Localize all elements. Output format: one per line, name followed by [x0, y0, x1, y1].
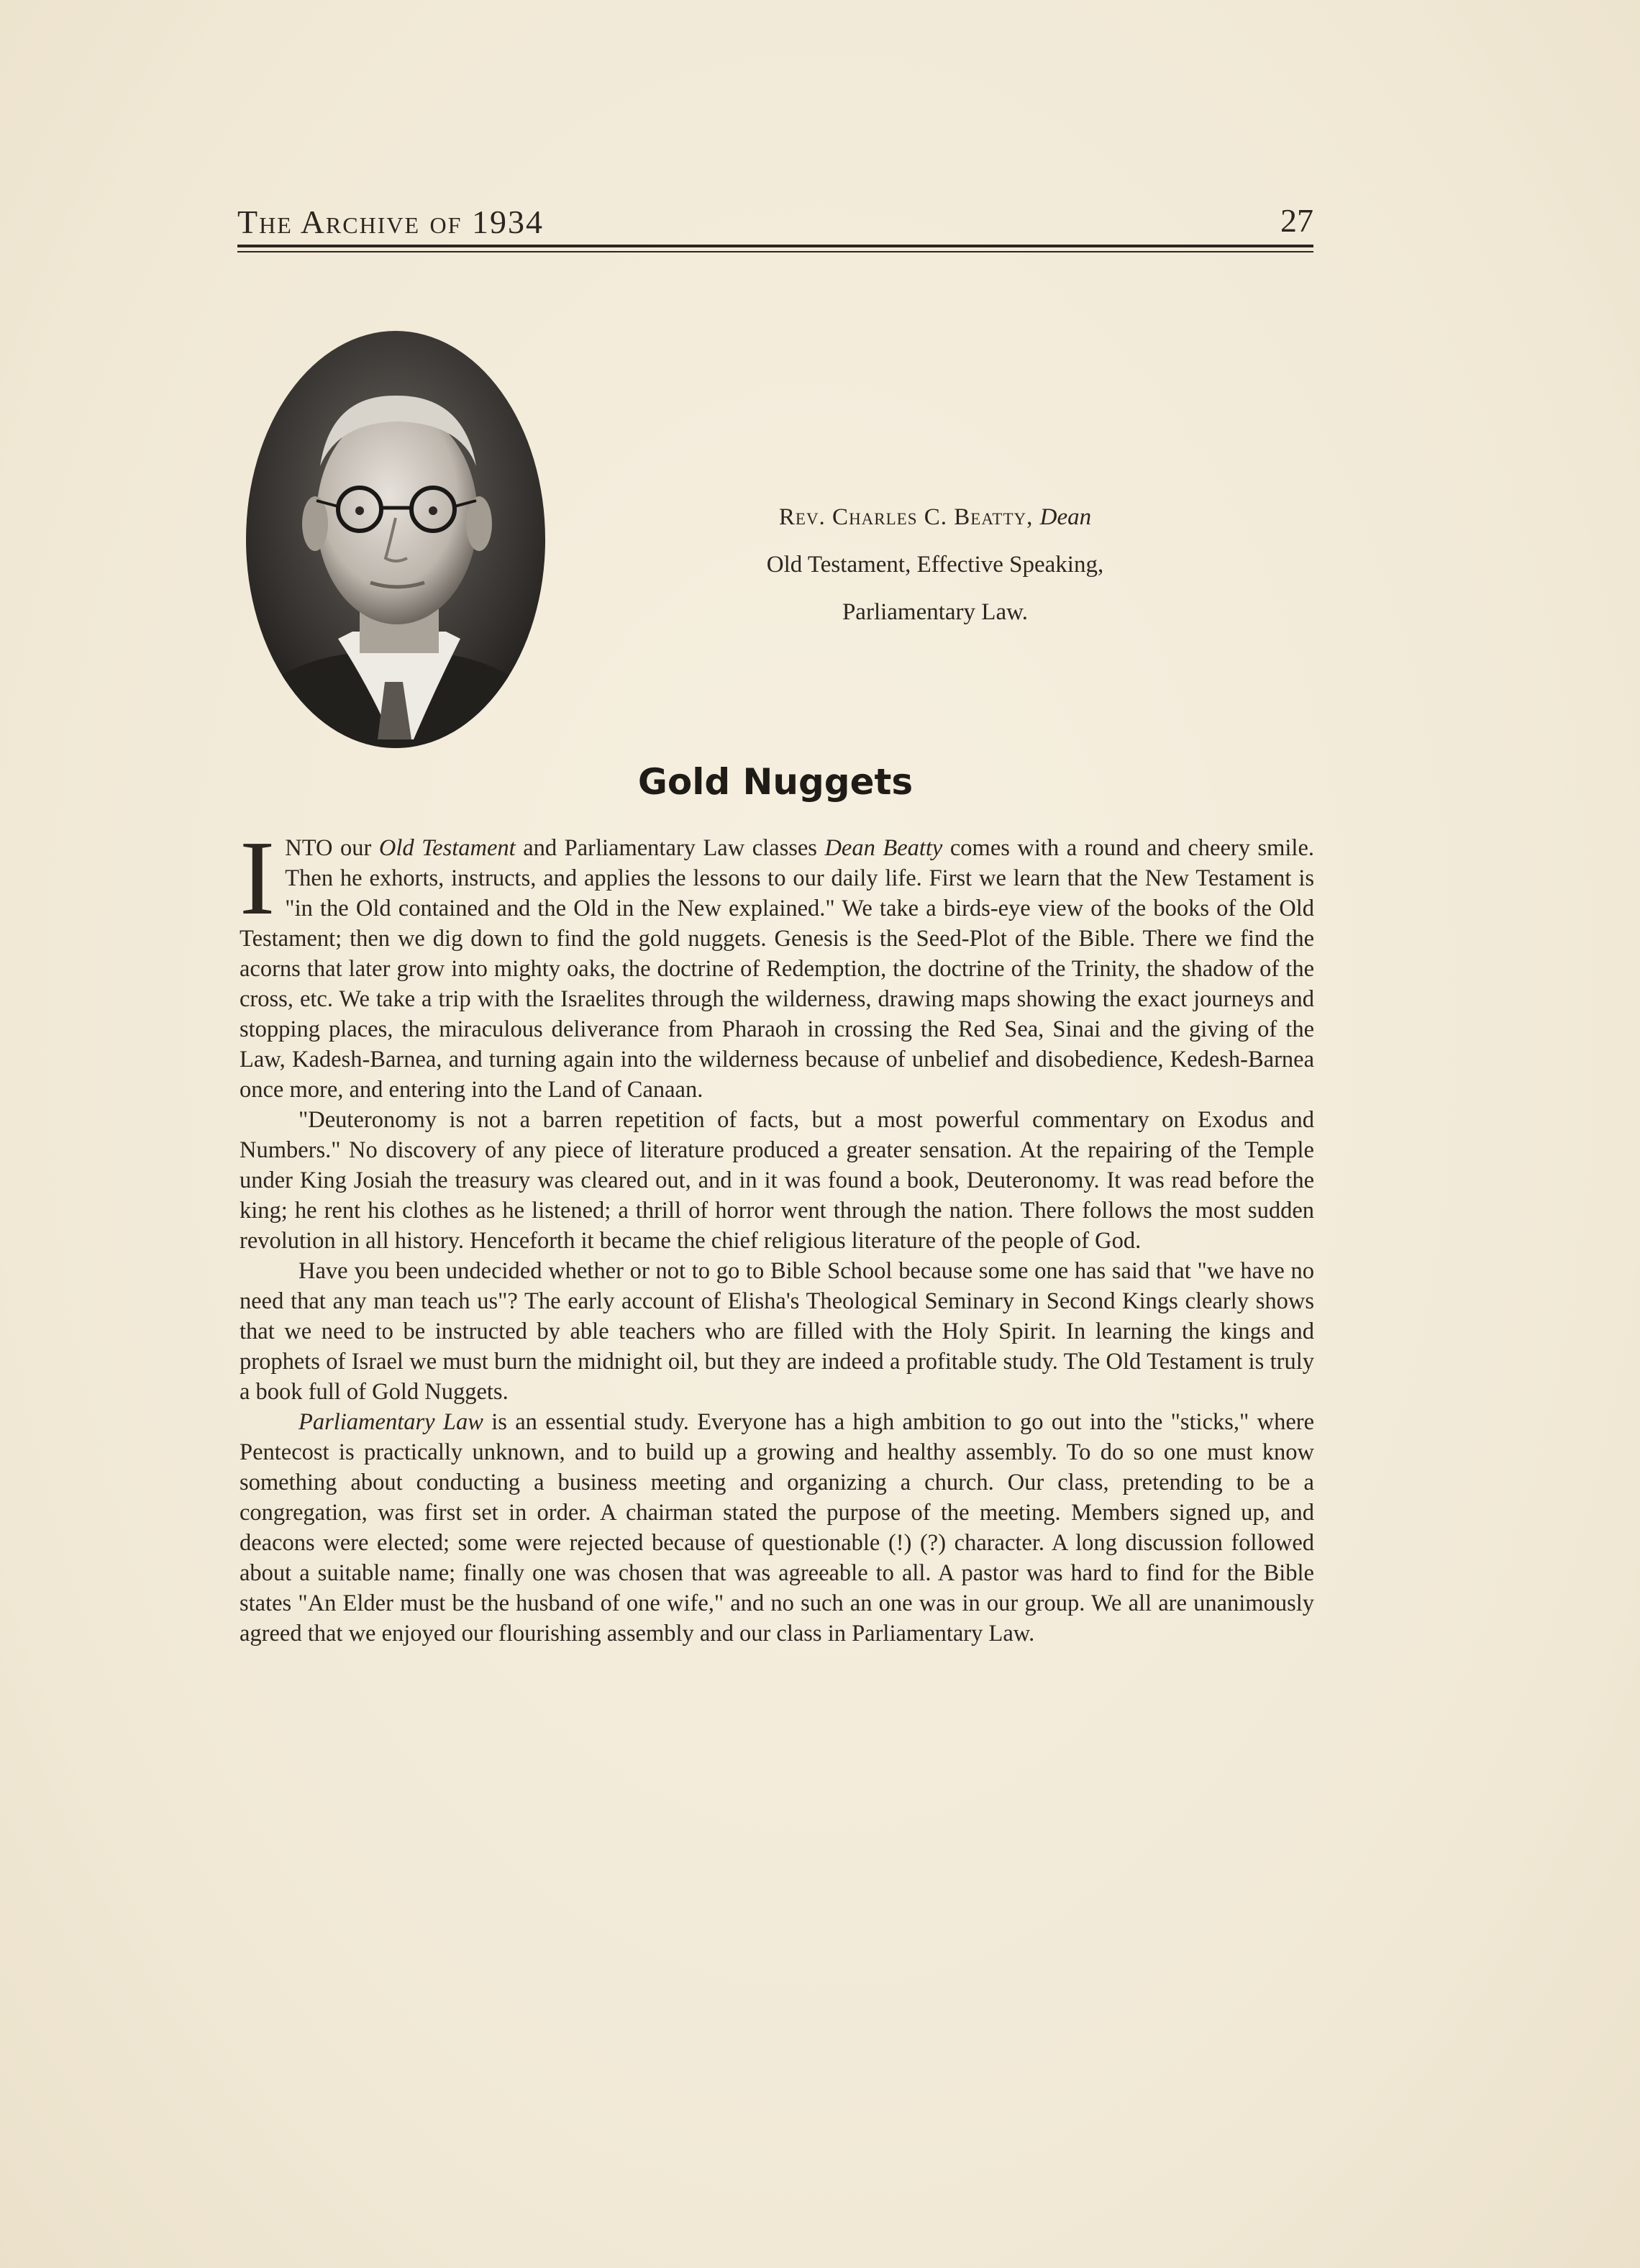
running-header	[237, 203, 1313, 250]
article-headline: Gold Nuggets	[637, 761, 914, 803]
article-body	[240, 819, 1315, 1649]
caption-subjects-line-1: Old Testament, Effective Speaking,	[766, 552, 1104, 578]
p1-text-c: comes with a round and cheery smile. Then he exhorts, instructs, and applies the lessons to our daily life. First we learn that the New Testament is "in the Old contained and the Old in the New explained." We take a birds-eye view of the books of the Old Testament; then we dig down to find the gold nuggets. Genesis is the Seed-Plot of the Bible. There we find the acorns that later grow into mighty oaks, the doctrine of Redemption, the doctrine of the Trinity, the shadow of the cross, etc. We take a trip with the Israelites through the wilderness, drawing maps showing the exact journeys and stopping places, the miraculous deliverance from Pharaoh in crossing the Red Sea, Sinai and the giving of the Law, Kadesh-Barnea, and turning again into the wilderness because of unbelief and disobedience, Kedesh-Barnea once more, and entering into the Land of Canaan.	[240, 835, 1315, 1103]
caption-subjects-line-2: Parliamentary Law.	[842, 599, 1029, 625]
article-paragraph-2: "Deuteronomy is not a barren repetition of facts, but a most powerful commentary on Exodus and Numbers." No discovery of any piece of literature produced a greater sensation. At the repairing of the Temple under King Josiah the treasury was cleared out, and in it was found a book, Deuteronomy. It was read before the king; he rent his clothes as he listened; a thrill of horror went through the nation. There follows the most sudden revolution in all history. Henceforth it became the chief religious literature of the people of God.	[240, 1107, 1314, 1254]
caption-role: Dean	[1039, 504, 1092, 530]
p4-emphasis: Parliamentary Law	[299, 1409, 483, 1435]
portrait-caption	[647, 493, 1223, 636]
p1-text-b: and Parliamentary Law classes	[515, 835, 825, 861]
article-paragraph-1	[240, 819, 1315, 1105]
p1-emphasis-2: Dean Beatty	[824, 835, 943, 861]
p1-text-a: NTO our	[285, 835, 379, 861]
p4-text: is an essential study. Everyone has a high ambition to go out into the "sticks," where Pentecost is practically unknown, and to build up a growing and healthy assembly. To do so one must know something about conducting a business meeting and organizing a church. Our class, pretending to be a congregation, was first set in order. A chairman stated the purpose of the meeting. Members signed up, and deacons were elected; some were rejected because of questionable (!) (?) character. A long discussion followed about a suitable name; finally one was chosen that was agreeable to all. A pastor was hard to find for the Bible states "An Elder must be the husband of one wife," and no such an one was in our group. We all are unanimously agreed that we enjoyed our flourishing assembly and our class in Parliamentary Law.	[240, 1409, 1315, 1647]
running-title: The Archive of 1934	[237, 204, 544, 240]
header-rule-thick	[237, 245, 1313, 247]
article-paragraph-4	[240, 1407, 1314, 1649]
drop-cap: I	[240, 819, 275, 937]
portrait-photo	[245, 329, 547, 750]
p1-emphasis-1: Old Testament	[378, 835, 516, 861]
page-number: 27	[1280, 202, 1313, 239]
caption-name: Rev. Charles C. Beatty,	[778, 504, 1040, 530]
caption-name-line	[647, 493, 1223, 541]
header-rule-thin	[237, 251, 1313, 252]
article-paragraph-3: Have you been undecided whether or not to go to Bible School because some one has said that "we have no need that any man teach us"? The early account of Elisha's Theological Seminary in Second Kings clearly shows that we need to be instructed by able teachers who are filled with the Holy Spirit. In learning the kings and prophets of Israel we must burn the midnight oil, but they are indeed a profitable study. The Old Testament is truly a book full of Gold Nuggets.	[240, 1258, 1314, 1405]
